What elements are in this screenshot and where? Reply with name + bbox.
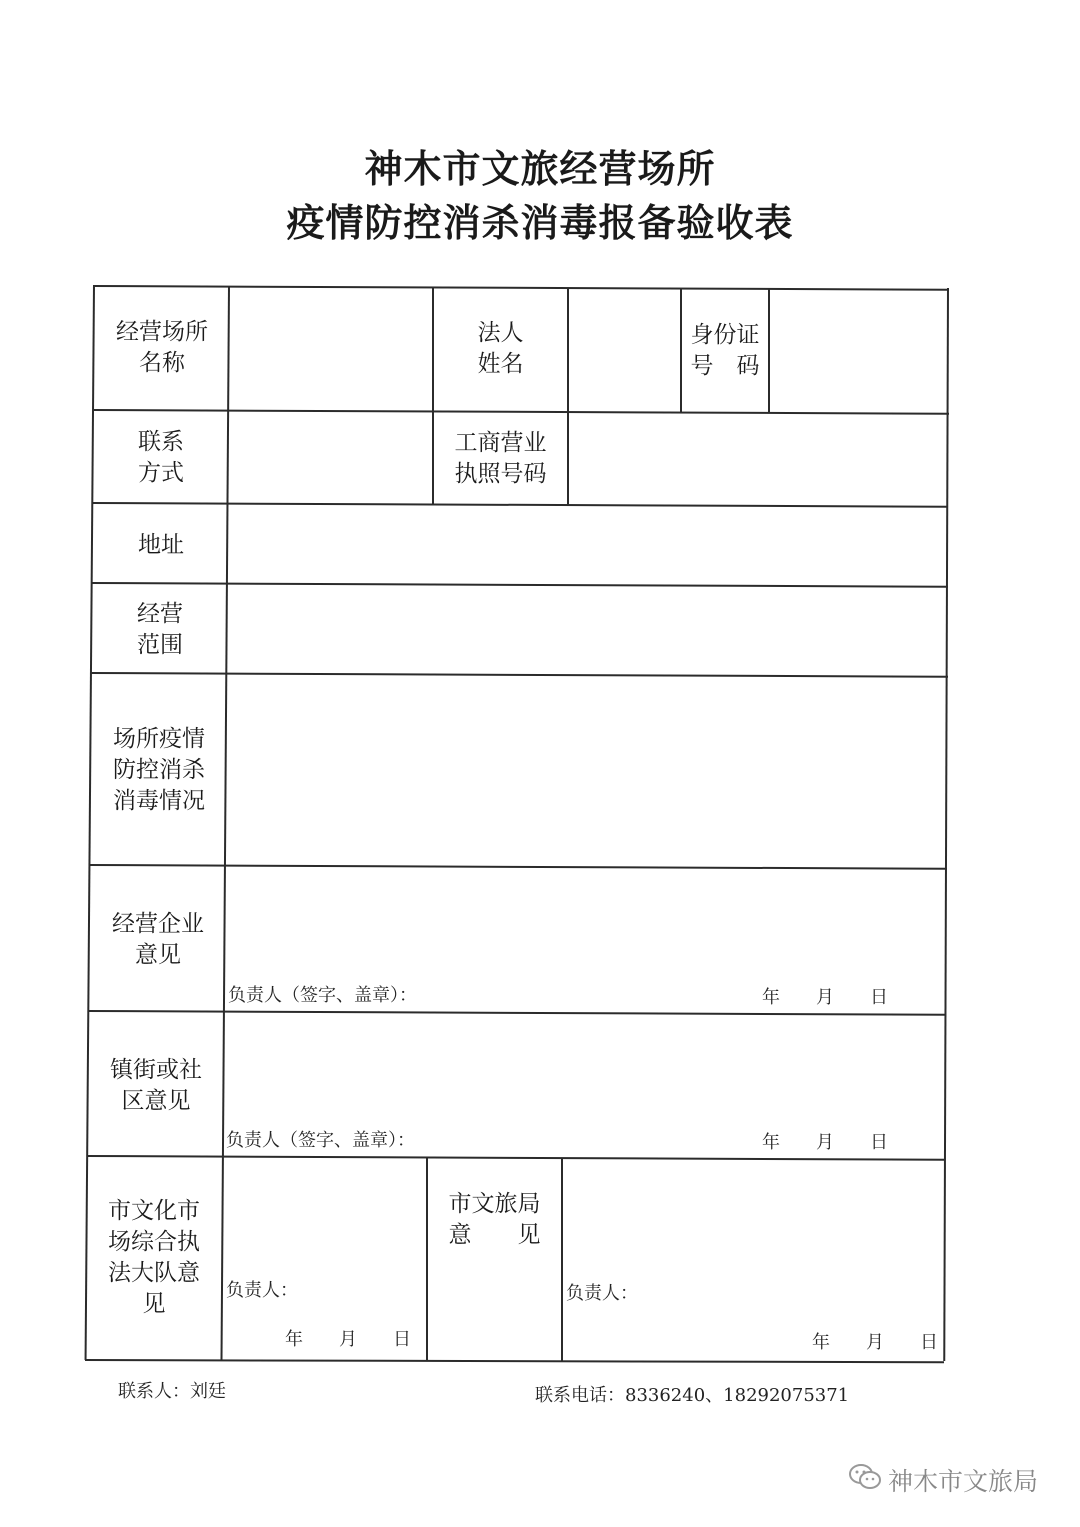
address-label: 地址 — [138, 531, 184, 558]
table-column-rule — [768, 289, 770, 413]
business-license-label: 工商营业 执照号码 — [454, 430, 547, 487]
title-line-1: 神木市文旅经营场所 — [364, 147, 716, 191]
watermark-text: 神木市文旅局 — [888, 1467, 1039, 1496]
contact-phone: 联系电话：8336240、18292075371 — [535, 1385, 850, 1406]
wechat-icon — [848, 1463, 888, 1497]
bureau-responsible-text: 负责人： — [566, 1283, 638, 1304]
community-signature-text: 负责人（签字、盖章）： — [226, 1130, 415, 1151]
enterprise-date-text: 年 月 日 — [762, 987, 888, 1008]
enforcement-date-text: 年 月 日 — [285, 1329, 411, 1350]
legal-person-label: 法人 姓名 — [477, 320, 524, 377]
table-column-rule — [567, 288, 569, 506]
enforcement-opinion-label: 市文化市 场综合执 法大队意 见 — [108, 1198, 200, 1317]
venue-name-label: 经营场所 名称 — [116, 319, 208, 376]
table-border-right — [943, 288, 949, 1361]
account-watermark — [848, 1462, 1038, 1498]
contact-person: 联系人：刘廷 — [118, 1381, 226, 1402]
disinfection-status-label: 场所疫情 防控消杀 消毒情况 — [113, 725, 205, 814]
community-opinion-label: 镇街或社 区意见 — [110, 1056, 202, 1114]
title-line-2: 疫情防控消杀消毒报备验收表 — [286, 201, 794, 245]
bureau-opinion-label: 市文旅局 意 见 — [448, 1191, 541, 1248]
enterprise-signature-text: 负责人（签字、盖章）： — [228, 985, 417, 1006]
community-date-text: 年 月 日 — [762, 1132, 888, 1153]
bureau-date-text: 年 月 日 — [812, 1332, 938, 1353]
business-scope-label: 经营 范围 — [137, 601, 183, 658]
contact-label: 联系 方式 — [138, 429, 184, 486]
enforcement-responsible-text: 负责人： — [226, 1280, 298, 1301]
enterprise-opinion-label: 经营企业 意见 — [112, 910, 204, 968]
table-column-rule — [561, 1159, 563, 1361]
id-number-label: 身份证 号 码 — [690, 322, 760, 379]
table-border-bottom — [85, 1359, 944, 1363]
